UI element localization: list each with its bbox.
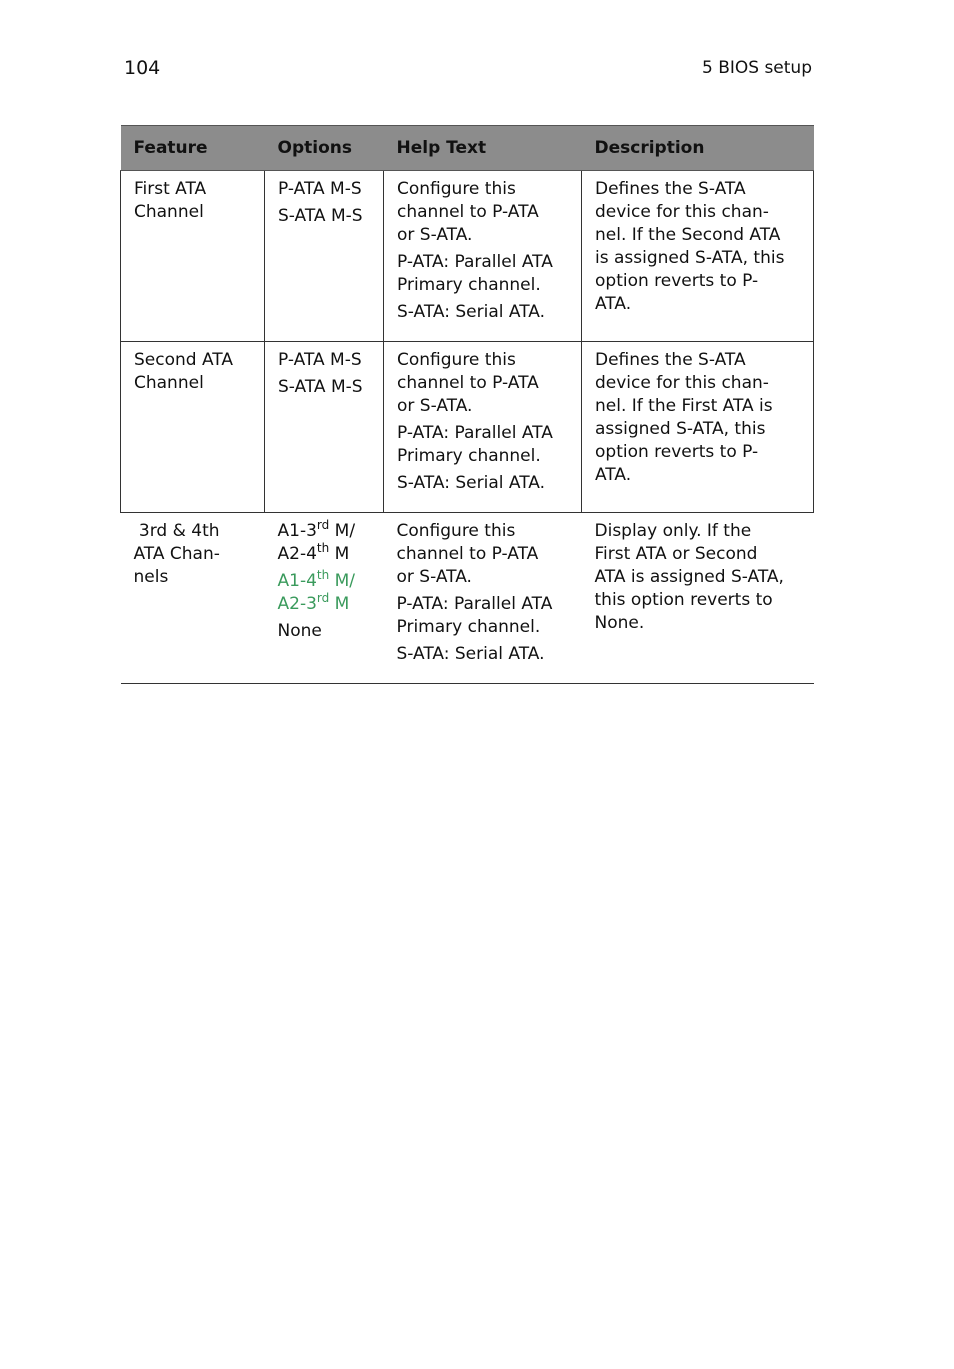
options-cell xyxy=(265,171,384,342)
table-row xyxy=(121,513,814,684)
option-text: M/ xyxy=(329,571,356,591)
option-text: A1-4 xyxy=(277,571,317,591)
help-line: Primary channel. xyxy=(396,617,541,637)
description-line: option reverts to P- xyxy=(595,271,759,291)
option-value: S-ATA M-S xyxy=(278,206,363,226)
description-line: nel. If the First ATA is xyxy=(595,396,773,416)
column-header-options: Options xyxy=(265,126,384,171)
help-paragraph xyxy=(397,301,573,324)
description-line: ATA. xyxy=(595,294,632,314)
help-line: P-ATA: Parallel ATA xyxy=(396,594,553,614)
feature-text: First ATA xyxy=(134,179,207,199)
option-text: A2-4 xyxy=(277,544,317,564)
column-header-description: Description xyxy=(582,126,814,171)
description-line: ATA. xyxy=(595,465,632,485)
description-line: Display only. If the xyxy=(594,521,752,541)
table-row xyxy=(121,171,814,342)
feature-text: nels xyxy=(133,567,169,587)
option-value: None xyxy=(277,621,322,641)
ordinal-suffix: th xyxy=(316,568,330,582)
option-value xyxy=(278,520,376,566)
description-line: nel. If the Second ATA xyxy=(595,225,781,245)
help-line: or S-ATA. xyxy=(397,396,473,416)
help-line: channel to P-ATA xyxy=(396,544,539,564)
description-line: is assigned S-ATA, this xyxy=(595,248,785,268)
column-header-feature: Feature xyxy=(121,126,265,171)
feature-text: Channel xyxy=(134,373,204,393)
help-paragraph xyxy=(397,349,573,418)
help-line: S-ATA: Serial ATA. xyxy=(397,473,546,493)
option-text: M xyxy=(329,594,350,614)
help-line: P-ATA: Parallel ATA xyxy=(397,252,553,272)
chapter-title: 5 BIOS setup xyxy=(701,58,812,78)
option-text: A2-3 xyxy=(277,594,317,614)
help-paragraph xyxy=(397,251,573,297)
column-header-help-text: Help Text xyxy=(384,126,582,171)
feature-text: Channel xyxy=(134,202,204,222)
description-line: device for this chan- xyxy=(595,373,769,393)
description-cell xyxy=(582,171,814,342)
help-line: Primary channel. xyxy=(397,446,541,466)
help-line: S-ATA: Serial ATA. xyxy=(397,302,546,322)
help-line: or S-ATA. xyxy=(397,225,473,245)
feature-cell xyxy=(121,342,265,513)
option-value: P-ATA M-S xyxy=(278,179,362,199)
ordinal-suffix: rd xyxy=(316,518,330,532)
description-cell xyxy=(582,513,814,684)
bios-settings-table xyxy=(120,125,814,684)
help-paragraph xyxy=(397,643,574,666)
feature-cell xyxy=(121,513,265,684)
description-cell xyxy=(582,342,814,513)
feature-text: Second ATA xyxy=(134,350,233,370)
description-line: Defines the S-ATA xyxy=(595,179,746,199)
ordinal-suffix: th xyxy=(316,541,330,555)
help-line: Configure this xyxy=(396,521,516,541)
help-paragraph xyxy=(397,520,574,589)
options-cell xyxy=(265,513,384,684)
option-value-highlighted xyxy=(278,570,376,616)
help-text-cell xyxy=(384,342,582,513)
option-value: S-ATA M-S xyxy=(278,377,363,397)
help-line: or S-ATA. xyxy=(396,567,472,587)
option-line xyxy=(278,543,376,566)
description-line: device for this chan- xyxy=(595,202,769,222)
help-text-cell xyxy=(384,513,582,684)
description-line: None. xyxy=(594,613,645,633)
help-paragraph xyxy=(397,422,573,468)
option-text: A1-3 xyxy=(277,521,317,541)
option-line xyxy=(278,520,376,543)
help-paragraph xyxy=(397,472,573,495)
description-line: First ATA or Second xyxy=(594,544,758,564)
option-text: M/ xyxy=(329,521,356,541)
feature-text: 3rd & 4th xyxy=(133,521,220,541)
ordinal-suffix: rd xyxy=(316,591,330,605)
option-text: M xyxy=(329,544,350,564)
page-number: 104 xyxy=(124,57,161,79)
help-line: S-ATA: Serial ATA. xyxy=(396,644,545,664)
option-value: P-ATA M-S xyxy=(278,350,362,370)
description-line: ATA is assigned S-ATA, xyxy=(594,567,784,587)
feature-cell xyxy=(121,171,265,342)
table-row xyxy=(121,342,814,513)
description-line: this option reverts to xyxy=(594,590,773,610)
table-header-row xyxy=(121,126,814,171)
help-line: Configure this xyxy=(397,179,516,199)
help-paragraph xyxy=(397,178,573,247)
options-cell xyxy=(265,342,384,513)
description-line: Defines the S-ATA xyxy=(595,350,746,370)
option-line xyxy=(278,593,376,616)
description-line: option reverts to P- xyxy=(595,442,759,462)
help-line: channel to P-ATA xyxy=(397,373,539,393)
description-line: assigned S-ATA, this xyxy=(595,419,766,439)
help-line: Primary channel. xyxy=(397,275,541,295)
help-line: P-ATA: Parallel ATA xyxy=(397,423,553,443)
feature-text: ATA Chan- xyxy=(133,544,220,564)
help-paragraph xyxy=(397,593,574,639)
help-line: Configure this xyxy=(397,350,516,370)
option-line xyxy=(278,570,376,593)
help-text-cell xyxy=(384,171,582,342)
help-line: channel to P-ATA xyxy=(397,202,539,222)
